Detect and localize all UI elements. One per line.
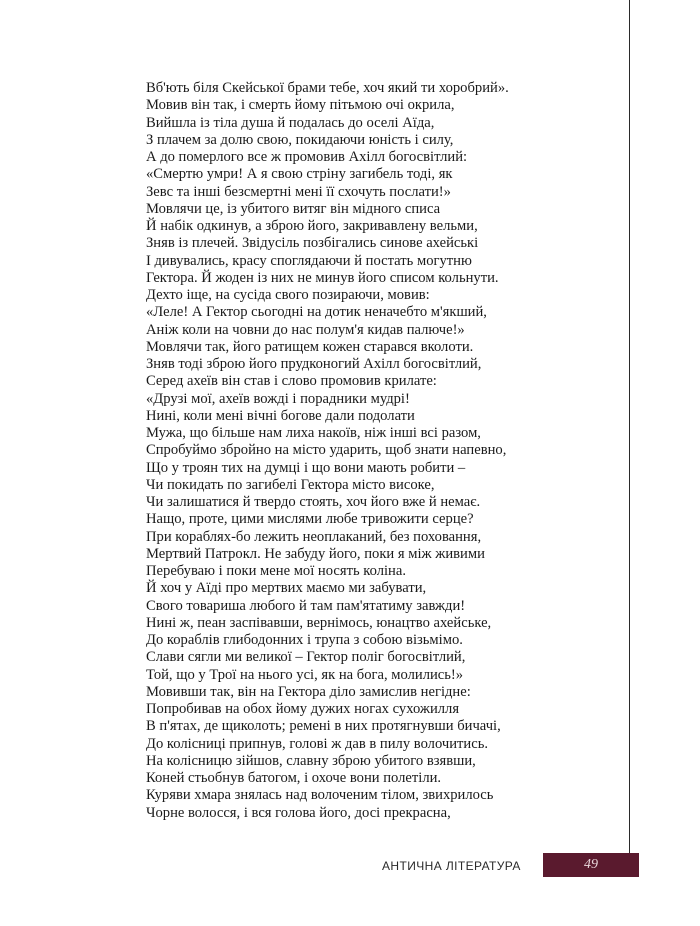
poem-line: Слави сягли ми великої – Гектор поліг богосвітлий, — [146, 649, 466, 666]
poem-line: Мужа, що більше нам лиха накоїв, ніж інші всі разом, — [146, 425, 481, 441]
poem-line: Коней стьобнув батогом, і охоче вони полетіли. — [146, 770, 442, 786]
poem-line: Й хоч у Аїді про мертвих маємо ми забувати, — [146, 580, 427, 597]
poem-line: Той, що у Трої на нього усі, як на бога, молились!» — [146, 666, 464, 683]
page-number-band — [543, 853, 639, 877]
poem-line: Дехто іще, на сусіда свого позираючи, мовив: — [146, 287, 430, 303]
poem-line: «Смертю умри! А я свою стріну загибель тоді, як — [146, 166, 453, 183]
poem-line: Куряви хмара знялась над волоченим тілом, звихрилось — [146, 787, 494, 804]
poem-line: В п'ятах, де щиколоть; ремені в них протягнувши бичачі, — [146, 718, 501, 735]
poem-line: Чорне волосся, і вся голова його, досі прекрасна, — [146, 804, 451, 821]
poem-line: Чи залишатися й твердо стоять, хоч його вже й немає. — [146, 494, 481, 510]
poem-line: «Леле! А Гектор сьогодні на дотик неначебто м'якший, — [146, 304, 487, 321]
poem-line: Зняв тоді зброю його прудконогий Ахілл богосвітлий, — [146, 356, 482, 372]
poem-text — [146, 80, 586, 822]
poem-line: Аніж коли на човни до нас полум'я кидав палюче!» — [146, 321, 465, 338]
poem-line: Зняв із плечей. Звідусіль позбігались синове ахейські — [146, 235, 479, 252]
poem-line: Вб'ють біля Скейської брами тебе, хоч який ти хоробрий». — [146, 80, 509, 96]
poem-line: Свого товариша любого й там пам'ятатиму завжди! — [146, 597, 466, 614]
poem-line: Мовлячи це, із убитого витяг він мідного списа — [146, 200, 441, 217]
poem-line: Нині, коли мені вічні богове дали подолати — [146, 407, 415, 424]
poem-line: Попробивав на обох йому дужих ногах сухожилля — [146, 701, 460, 717]
poem-line: Мертвий Патрокл. Не забуду його, поки я між живими — [146, 545, 485, 562]
poem-line: «Друзі мої, ахеїв вожді і порадники мудрі! — [146, 390, 410, 407]
poem-line: Й набік одкинув, а зброю його, закривавлену вельми, — [146, 218, 478, 234]
poem-line: Нащо, проте, цими мислями любе тривожити серце? — [146, 511, 474, 528]
poem-line: А до померлого все ж промовив Ахілл богосвітлий: — [146, 149, 468, 165]
poem-line: Мовлячи так, його ратищем кожен старався вколоти. — [146, 338, 474, 355]
poem-line: Мовивши так, він на Гектора діло замислив негідне: — [146, 683, 471, 700]
poem-line: Спробуймо збройно на місто ударить, щоб знати напевно, — [146, 442, 507, 459]
poem-line: Зевс та інші безсмертні мені її схочуть послати!» — [146, 183, 451, 200]
poem-line: До колісниці припнув, голові ж дав в пилу волочитись. — [146, 735, 488, 752]
poem-line: Що у троян тих на думці і що вони мають робити – — [146, 459, 466, 476]
poem-line: Гектора. Й жоден із них не минув його списом кольнути. — [146, 269, 499, 286]
poem-line: І дивувались, красу споглядаючи й постать могутню — [146, 252, 472, 269]
poem-line: Вийшла із тіла душа й подалась до оселі Аїда, — [146, 114, 435, 131]
section-title: АНТИЧНА ЛІТЕРАТУРА — [382, 859, 521, 873]
poem-line: Серед ахеїв він став і слово промовив крилате: — [146, 373, 437, 390]
poem-line: До кораблів глибодонних і трупа з собою візьмімо. — [146, 632, 463, 648]
poem-line: Чи покидать по загибелі Гектора місто високе, — [146, 476, 435, 493]
poem-line: На колісницю зійшов, славну зброю убитого взявши, — [146, 752, 476, 769]
poem-line: При кораблях-бо лежить неоплаканий, без поховання, — [146, 528, 482, 545]
poem-line: Перебуваю і поки мене мої носять коліна. — [146, 563, 406, 579]
page-number: 49 — [584, 857, 598, 872]
poem-line: З плачем за долю свою, покидаючи юність і силу, — [146, 131, 454, 148]
page-edge-rule — [629, 0, 630, 858]
poem-line: Мовив він так, і смерть йому пітьмою очі окрила, — [146, 97, 455, 114]
poem-line: Нині ж, пеан заспівавши, вернімось, юнацтво ахейське, — [146, 614, 492, 631]
